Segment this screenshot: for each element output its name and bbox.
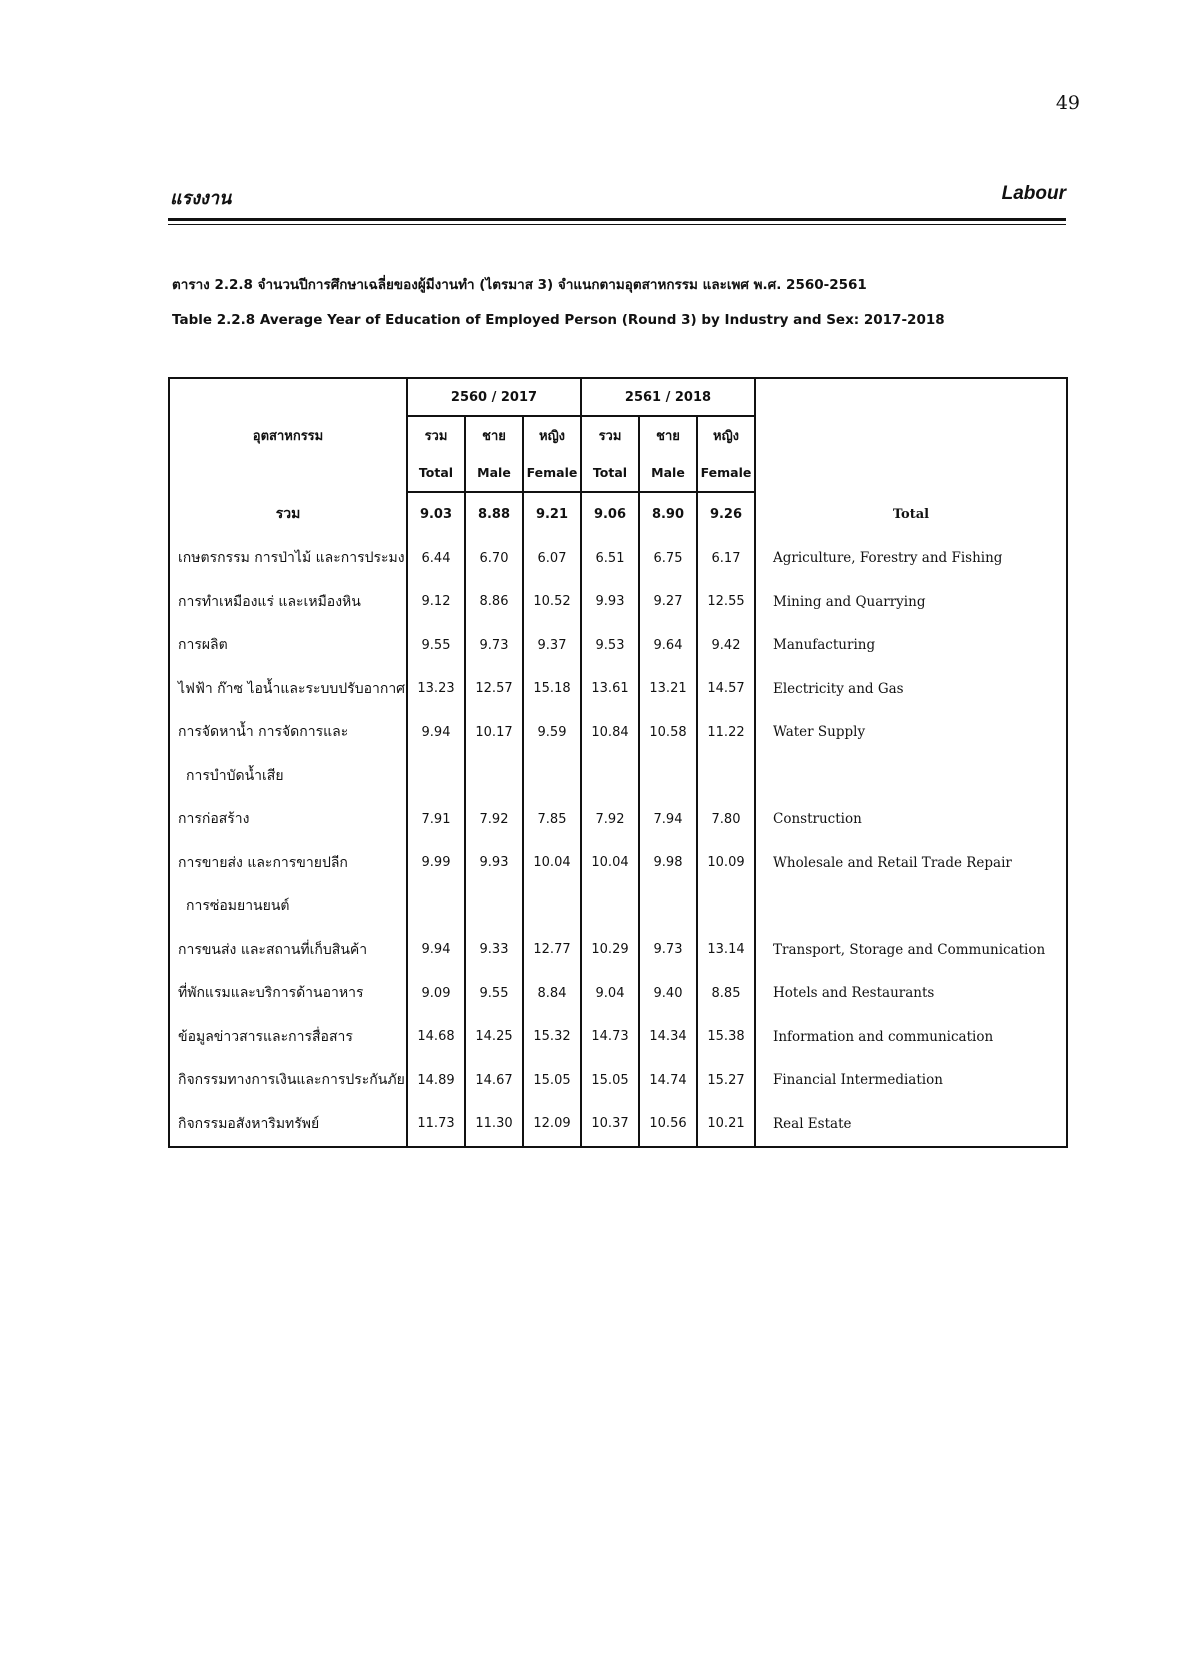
industry-header: อุตสาหกรรม <box>252 429 324 444</box>
value-cell <box>697 754 755 798</box>
value-cell: 14.67 <box>465 1059 523 1103</box>
table-row <box>169 885 1067 929</box>
industry-english-cell: Financial Intermediation <box>755 1059 1067 1103</box>
value-cell <box>407 754 465 798</box>
value-cell <box>639 885 697 929</box>
value-cell: 14.73 <box>581 1015 639 1059</box>
value-cell: 9.04 <box>581 972 639 1016</box>
value-cell: 14.34 <box>639 1015 697 1059</box>
sex-header-english: Male <box>465 453 523 492</box>
value-cell: 10.37 <box>581 1102 639 1147</box>
sex-header-english: Female <box>697 453 755 492</box>
sex-header-english: Total <box>407 453 465 492</box>
value-cell <box>697 885 755 929</box>
sex-header-thai: หญิง <box>523 416 581 453</box>
table-row <box>169 1059 1067 1103</box>
value-cell: 10.09 <box>697 841 755 885</box>
value-cell: 6.70 <box>465 537 523 581</box>
table-row <box>169 711 1067 755</box>
value-cell: 8.86 <box>465 580 523 624</box>
table-row <box>169 841 1067 885</box>
value-cell: 9.93 <box>465 841 523 885</box>
value-cell: 13.61 <box>581 667 639 711</box>
table-row <box>169 580 1067 624</box>
value-cell: 15.05 <box>581 1059 639 1103</box>
running-header-thai: แรงงาน <box>170 188 232 209</box>
value-cell: 14.25 <box>465 1015 523 1059</box>
education-table <box>168 377 1068 1148</box>
value-cell: 8.85 <box>697 972 755 1016</box>
industry-english-cell: Manufacturing <box>755 624 1067 668</box>
table-row <box>169 624 1067 668</box>
table-body <box>169 492 1067 1147</box>
value-cell: 9.64 <box>639 624 697 668</box>
value-cell: 10.84 <box>581 711 639 755</box>
page-number: 49 <box>1055 92 1080 114</box>
value-cell: 15.27 <box>697 1059 755 1103</box>
year-header: 2560 / 2017 <box>407 378 581 416</box>
value-cell: 15.38 <box>697 1015 755 1059</box>
industry-english-cell: Mining and Quarrying <box>755 580 1067 624</box>
value-cell: 11.22 <box>697 711 755 755</box>
table-row <box>169 1102 1067 1147</box>
value-cell: 9.42 <box>697 624 755 668</box>
value-cell: 6.44 <box>407 537 465 581</box>
industry-thai-cell: ที่พักแรมและบริการด้านอาหาร <box>178 985 364 1002</box>
value-cell <box>465 885 523 929</box>
industry-english-cell <box>755 754 1067 798</box>
table-row <box>169 798 1067 842</box>
industry-thai-cell: การจัดหาน้ำ การจัดการและ <box>178 724 349 741</box>
value-cell: 11.73 <box>407 1102 465 1147</box>
sex-header-thai: ชาย <box>639 416 697 453</box>
value-cell: 7.94 <box>639 798 697 842</box>
value-cell: 12.09 <box>523 1102 581 1147</box>
table-row <box>169 537 1067 581</box>
value-cell: 12.57 <box>465 667 523 711</box>
value-cell: 9.94 <box>407 928 465 972</box>
industry-thai-cell: การบำบัดน้ำเสีย <box>186 767 284 784</box>
value-cell: 10.29 <box>581 928 639 972</box>
value-cell: 9.73 <box>465 624 523 668</box>
industry-english-cell: Information and communication <box>755 1015 1067 1059</box>
value-cell: 6.51 <box>581 537 639 581</box>
industry-thai-cell: ข้อมูลข่าวสารและการสื่อสาร <box>178 1028 353 1045</box>
sex-header-thai: รวม <box>581 416 639 453</box>
value-cell: 6.17 <box>697 537 755 581</box>
value-cell: 10.17 <box>465 711 523 755</box>
value-cell <box>523 885 581 929</box>
value-cell: 13.14 <box>697 928 755 972</box>
industry-english-cell: Agriculture, Forestry and Fishing <box>755 537 1067 581</box>
industry-thai-cell: การขายส่ง และการขายปลีก <box>178 854 348 871</box>
industry-english-cell: Total <box>755 492 1067 537</box>
value-cell: 7.91 <box>407 798 465 842</box>
industry-thai-cell: การผลิต <box>178 637 228 654</box>
value-cell: 14.89 <box>407 1059 465 1103</box>
value-cell: 10.52 <box>523 580 581 624</box>
value-cell: 10.04 <box>581 841 639 885</box>
value-cell: 9.93 <box>581 580 639 624</box>
industry-english-cell: Construction <box>755 798 1067 842</box>
value-cell <box>581 754 639 798</box>
industry-english-cell: Real Estate <box>755 1102 1067 1147</box>
industry-thai-cell: กิจกรรมทางการเงินและการประกันภัย <box>178 1072 405 1089</box>
english-column-header <box>755 378 1067 492</box>
value-cell <box>581 885 639 929</box>
industry-thai-cell: ไฟฟ้า ก๊าซ ไอน้ำและระบบปรับอากาศ <box>178 680 406 697</box>
running-header <box>168 183 1066 207</box>
value-cell <box>523 754 581 798</box>
value-cell: 13.21 <box>639 667 697 711</box>
sex-header-english: Female <box>523 453 581 492</box>
value-cell: 9.12 <box>407 580 465 624</box>
industry-thai-cell: รวม <box>275 506 301 523</box>
value-cell: 9.06 <box>581 492 639 537</box>
industry-english-cell: Transport, Storage and Communication <box>755 928 1067 972</box>
value-cell: 13.23 <box>407 667 465 711</box>
value-cell <box>465 754 523 798</box>
value-cell: 14.68 <box>407 1015 465 1059</box>
value-cell: 12.55 <box>697 580 755 624</box>
value-cell: 8.90 <box>639 492 697 537</box>
industry-english-cell: Electricity and Gas <box>755 667 1067 711</box>
value-cell: 14.57 <box>697 667 755 711</box>
value-cell: 10.04 <box>523 841 581 885</box>
table-row <box>169 754 1067 798</box>
industry-thai-cell: การทำเหมืองแร่ และเหมืองหิน <box>178 593 361 610</box>
value-cell: 8.88 <box>465 492 523 537</box>
value-cell: 9.27 <box>639 580 697 624</box>
value-cell: 9.09 <box>407 972 465 1016</box>
industry-thai-cell: กิจกรรมอสังหาริมทรัพย์ <box>178 1115 320 1132</box>
value-cell: 9.55 <box>407 624 465 668</box>
value-cell: 15.18 <box>523 667 581 711</box>
table-row <box>169 667 1067 711</box>
sex-header-thai: ชาย <box>465 416 523 453</box>
value-cell: 10.21 <box>697 1102 755 1147</box>
industry-english-cell: Water Supply <box>755 711 1067 755</box>
value-cell: 7.92 <box>581 798 639 842</box>
table-row <box>169 492 1067 537</box>
industry-english-cell <box>755 885 1067 929</box>
value-cell: 7.80 <box>697 798 755 842</box>
table-row <box>169 1015 1067 1059</box>
sex-header-thai: รวม <box>407 416 465 453</box>
value-cell: 9.26 <box>697 492 755 537</box>
sex-header-english: Total <box>581 453 639 492</box>
value-cell: 9.37 <box>523 624 581 668</box>
running-header-english: Labour <box>1001 183 1066 204</box>
value-cell: 9.99 <box>407 841 465 885</box>
value-cell: 8.84 <box>523 972 581 1016</box>
industry-english-cell: Hotels and Restaurants <box>755 972 1067 1016</box>
value-cell: 9.98 <box>639 841 697 885</box>
value-cell: 12.77 <box>523 928 581 972</box>
value-cell: 9.33 <box>465 928 523 972</box>
industry-thai-cell: การขนส่ง และสถานที่เก็บสินค้า <box>178 941 368 958</box>
value-cell: 10.58 <box>639 711 697 755</box>
value-cell: 6.75 <box>639 537 697 581</box>
value-cell: 14.74 <box>639 1059 697 1103</box>
industry-thai-cell: การซ่อมยานยนต์ <box>186 898 290 915</box>
year-header: 2561 / 2018 <box>581 378 755 416</box>
table-title-thai: ตาราง 2.2.8 จำนวนปีการศึกษาเฉลี่ยของผู้มีงานทำ (ไตรมาส 3) จำแนกตามอุตสาหกรรม และเพศ พ.ศ. 2560-2561 <box>172 277 867 293</box>
value-cell: 15.32 <box>523 1015 581 1059</box>
value-cell: 9.59 <box>523 711 581 755</box>
header-rule-thick <box>168 218 1066 221</box>
value-cell <box>407 885 465 929</box>
value-cell: 15.05 <box>523 1059 581 1103</box>
value-cell: 10.56 <box>639 1102 697 1147</box>
value-cell: 6.07 <box>523 537 581 581</box>
header-rule-thin <box>168 224 1066 225</box>
value-cell: 11.30 <box>465 1102 523 1147</box>
value-cell <box>639 754 697 798</box>
industry-english-cell: Wholesale and Retail Trade Repair <box>755 841 1067 885</box>
table-row <box>169 972 1067 1016</box>
value-cell: 9.21 <box>523 492 581 537</box>
value-cell: 9.55 <box>465 972 523 1016</box>
value-cell: 9.94 <box>407 711 465 755</box>
table-row <box>169 928 1067 972</box>
value-cell: 9.40 <box>639 972 697 1016</box>
sex-header-english: Male <box>639 453 697 492</box>
value-cell: 9.73 <box>639 928 697 972</box>
table-title-english: Table 2.2.8 Average Year of Education of Employed Person (Round 3) by Industry and Sex: 2017-2018 <box>172 312 945 328</box>
value-cell: 9.03 <box>407 492 465 537</box>
industry-thai-cell: การก่อสร้าง <box>178 811 250 828</box>
industry-thai-cell: เกษตรกรรม การป่าไม้ และการประมง <box>178 550 405 567</box>
value-cell: 7.85 <box>523 798 581 842</box>
sex-header-thai: หญิง <box>697 416 755 453</box>
value-cell: 7.92 <box>465 798 523 842</box>
value-cell: 9.53 <box>581 624 639 668</box>
